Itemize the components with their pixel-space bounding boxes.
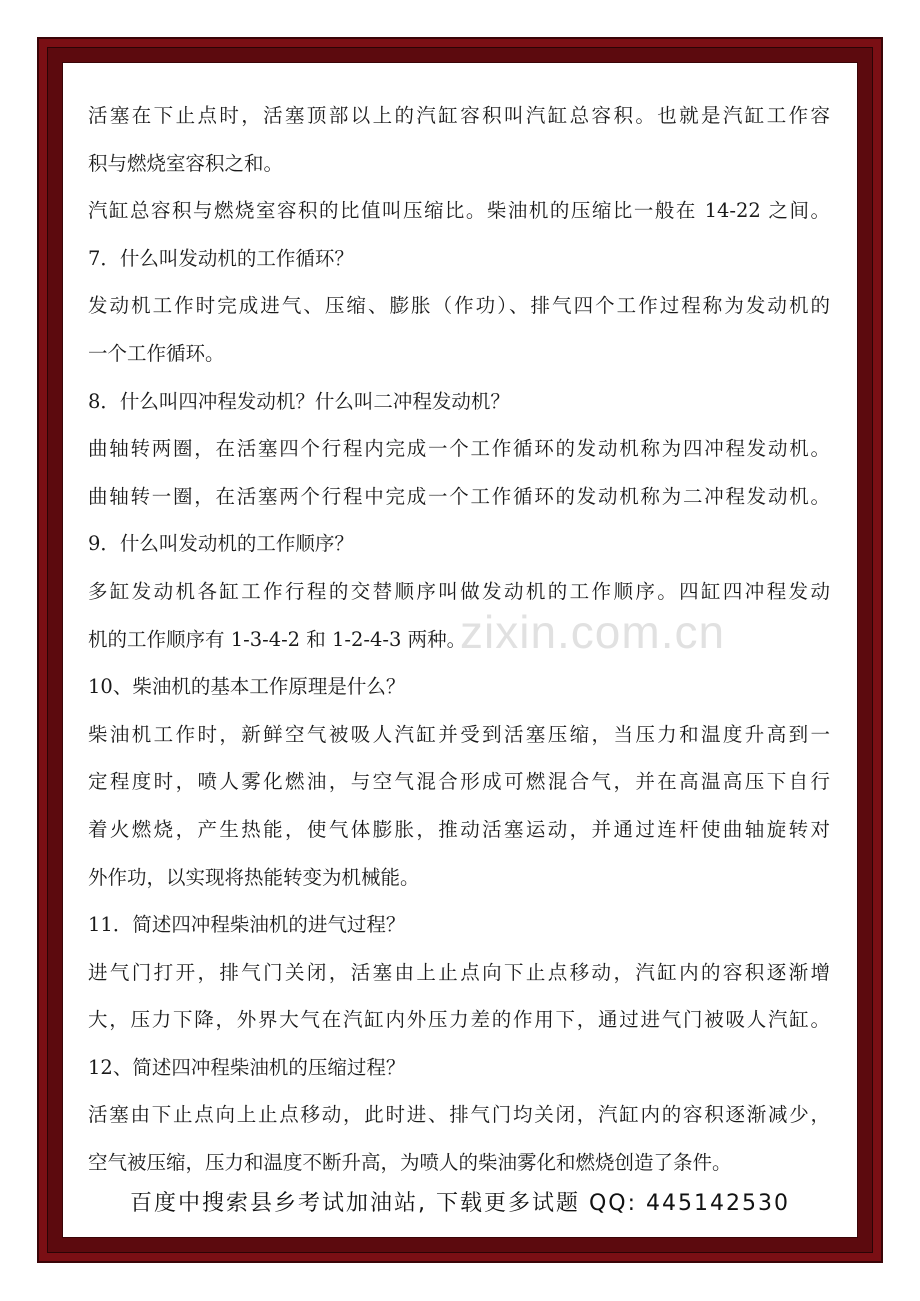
watermark: zixin.com.cn: [460, 606, 726, 658]
text-line: 活塞由下止点向上止点移动，此时进、排气门均关闭，汽缸内的容积逐渐减少，: [88, 1103, 830, 1127]
question-heading: 11．简述四冲程柴油机的进气过程？: [88, 913, 406, 937]
text-line: 进气门打开，排气门关闭，活塞由上止点向下止点移动，汽缸内的容积逐渐增: [88, 960, 830, 984]
text-line: 一个工作循环。: [88, 341, 225, 365]
text-line: 机的工作顺序有 1-3-4-2 和 1-2-4-3 两种。: [88, 627, 467, 651]
footer-note: 百度中搜索县乡考试加油站, 下载更多试题 QQ: 445142530: [130, 1191, 790, 1216]
text-line: 活塞在下止点时，活塞顶部以上的汽缸容积叫汽缸总容积。也就是汽缸工作容: [88, 104, 830, 127]
text-line: 柴油机工作时，新鲜空气被吸人汽缸并受到活塞压缩，当压力和温度升高到一: [88, 722, 830, 746]
question-heading: 8．什么叫四冲程发动机？什么叫二冲程发动机？: [88, 389, 510, 413]
text-line: 定程度时，喷人雾化燃油，与空气混合形成可燃混合气，并在高温高压下自行: [88, 770, 830, 794]
question-heading: 10、柴油机的基本工作原理是什么？: [88, 675, 406, 699]
text-line: 多缸发动机各缸工作行程的交替顺序叫做发动机的工作顺序。四缸四冲程发动: [88, 579, 830, 603]
question-heading: 12、简述四冲程柴油机的压缩过程？: [88, 1055, 406, 1079]
question-heading: 9．什么叫发动机的工作顺序？: [88, 532, 354, 556]
text-line: 汽缸总容积与燃烧室容积的比值叫压缩比。柴油机的压缩比一般在 14-22 之间。: [88, 199, 830, 223]
document-body: [88, 92, 830, 1187]
text-line: 空气被压缩，压力和温度不断升高，为喷人的柴油雾化和燃烧创造了条件。: [88, 1151, 732, 1175]
text-line: 曲轴转两圈，在活塞四个行程内完成一个工作循环的发动机称为四冲程发动机。: [88, 437, 830, 461]
text-line: 积与燃烧室容积之和。: [88, 151, 284, 175]
text-line: 曲轴转一圈，在活塞两个行程中完成一个工作循环的发动机称为二冲程发动机。: [88, 484, 830, 508]
text-line: 外作功，以实现将热能转变为机械能。: [88, 865, 420, 889]
text-line: 大，压力下降，外界大气在汽缸内外压力差的作用下，通过进气门被吸人汽缸。: [88, 1008, 830, 1032]
text-line: 发动机工作时完成进气、压缩、膨胀（作功）、排气四个工作过程称为发动机的: [88, 294, 830, 318]
text-line: 着火燃烧，产生热能，使气体膨胀，推动活塞运动，并通过连杆使曲轴旋转对: [88, 817, 830, 841]
question-heading: 7．什么叫发动机的工作循环？: [88, 246, 354, 270]
